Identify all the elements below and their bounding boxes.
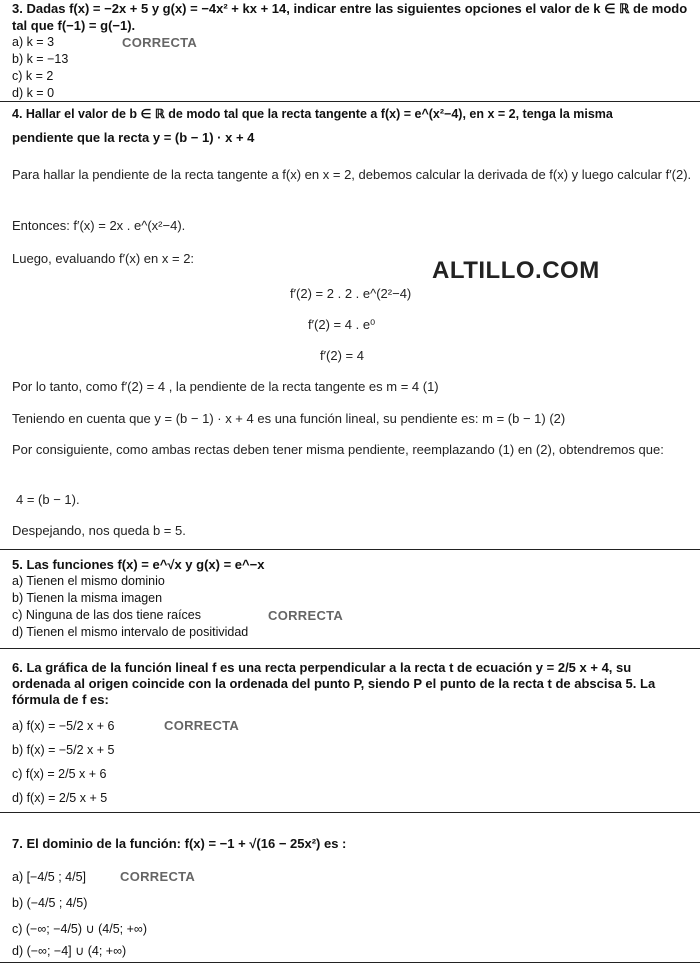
- question-6-option-d: d) f(x) = 2/5 x + 5: [12, 791, 108, 805]
- correct-label: CORRECTA: [268, 608, 344, 623]
- paragraph: Teniendo en cuenta que y = (b − 1) · x + 4 es una función lineal, su pendiente es: m = (b − 1) (2): [12, 411, 566, 426]
- question-7-option-b: b) (−4/5 ; 4/5): [12, 896, 88, 910]
- question-6-option-b: b) f(x) = −5/2 x + 5: [12, 743, 115, 757]
- question-5: [12, 556, 692, 641]
- divider: [0, 962, 700, 963]
- equation: f′(2) = 4 . e⁰: [308, 317, 376, 332]
- paragraph: Para hallar la pendiente de la recta tangente a f(x) en x = 2, debemos calcular la derivada de f(x) y luego calcular f′(2).: [12, 167, 692, 182]
- question-3-option-d: d) k = 0: [12, 86, 55, 100]
- question-5-option-b: b) Tienen la misma imagen: [12, 591, 163, 605]
- question-4-title-line1: 4. Hallar el valor de b ∈ ℝ de modo tal que la recta tangente a f(x) = e^(x²−4), en x = 2, tenga la misma: [12, 107, 613, 121]
- question-6-title: 6. La gráfica de la función lineal f es una recta perpendicular a la recta t de ecuación y = 2/5 x + 4, su ordenada al origen coincide con la ordenada del punto P, siendo P el punto de la recta t de abscisa 5. La fórmula de f es:: [12, 660, 656, 707]
- paragraph: Por lo tanto, como f′(2) = 4 , la pendiente de la recta tangente es m = 4 (1): [12, 379, 439, 394]
- watermark: ALTILLO.COM: [432, 257, 600, 284]
- question-7-option-a: a) [−4/5 ; 4/5] CORRECTA: [12, 864, 692, 890]
- equation: f′(2) = 2 . 2 . e^(2²−4): [290, 286, 412, 301]
- divider: [0, 812, 700, 813]
- question-5-title: 5. Las funciones f(x) = e^√x y g(x) = e^−x: [12, 557, 265, 572]
- question-7-title: 7. El dominio de la función: f(x) = −1 + √(16 − 25x²) es :: [12, 836, 347, 851]
- question-3-option-a: a) k = 3 CORRECTA: [12, 35, 198, 50]
- paragraph: 4 = (b − 1).: [16, 492, 80, 507]
- question-3-title: 3. Dadas f(x) = −2x + 5 y g(x) = −4x² + kx + 14, indicar entre las siguientes opciones el valor de k ∈ ℝ de modo tal que f(−1) = g(−1).: [12, 1, 688, 33]
- question-6-option-a: a) f(x) = −5/2 x + 6 CORRECTA: [12, 714, 692, 738]
- question-5-option-c: c) Ninguna de las dos tiene raíces CORRECTA: [12, 608, 344, 623]
- question-6: [12, 660, 692, 810]
- correct-label: CORRECTA: [120, 869, 196, 884]
- question-4: [12, 106, 692, 146]
- paragraph: Despejando, nos queda b = 5.: [12, 523, 186, 538]
- paragraph: Entonces: f′(x) = 2x . e^(x²−4).: [12, 218, 186, 233]
- question-4-title-line2: pendiente que la recta y = (b − 1) · x + 4: [12, 130, 255, 145]
- paragraph: Por consiguiente, como ambas rectas deben tener misma pendiente, reemplazando (1) en (2), obtendremos que:: [12, 442, 664, 457]
- question-3-option-c: c) k = 2: [12, 69, 54, 83]
- question-6-option-c: c) f(x) = 2/5 x + 6: [12, 767, 107, 781]
- question-3-option-b: b) k = −13: [12, 52, 69, 66]
- correct-label: CORRECTA: [164, 718, 240, 733]
- question-5-option-d: d) Tienen el mismo intervalo de positividad: [12, 625, 249, 639]
- divider: [0, 648, 700, 649]
- question-7-option-c: c) (−∞; −4/5) ∪ (4/5; +∞): [12, 922, 147, 936]
- question-7-option-d: d) (−∞; −4] ∪ (4; +∞): [12, 944, 127, 958]
- question-5-option-a: a) Tienen el mismo dominio: [12, 574, 165, 588]
- divider: [0, 549, 700, 550]
- question-7: [12, 835, 692, 960]
- correct-label: CORRECTA: [122, 35, 198, 50]
- equation: f′(2) = 4: [320, 348, 364, 363]
- question-3: [12, 0, 692, 102]
- paragraph: Luego, evaluando f′(x) en x = 2:: [12, 251, 195, 266]
- divider: [0, 101, 700, 102]
